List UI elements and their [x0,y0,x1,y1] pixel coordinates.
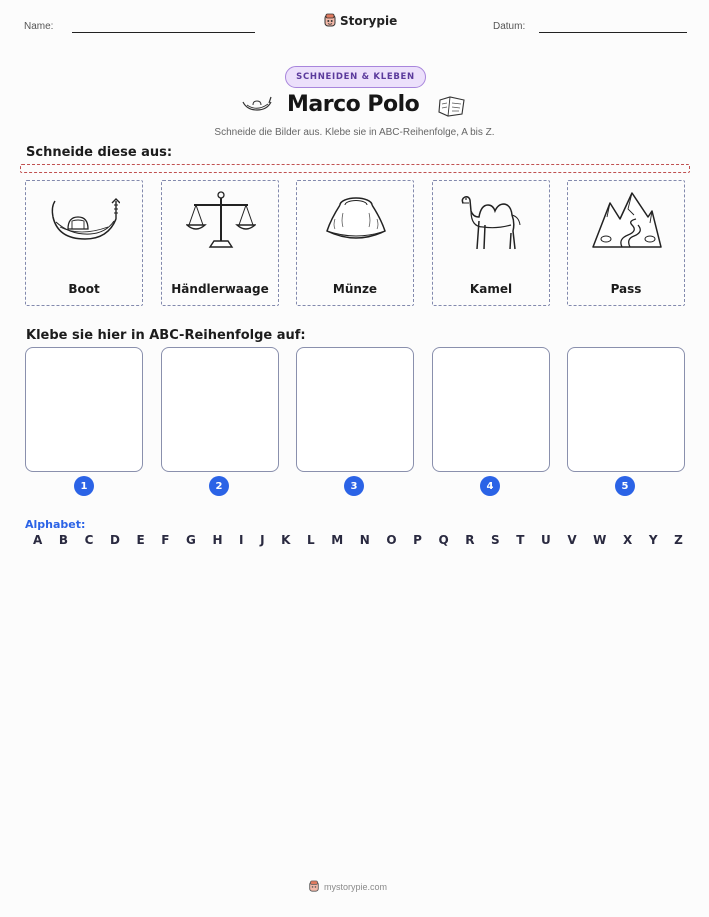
alphabet-letter: P [413,533,422,547]
alphabet-letter: A [33,533,43,547]
slot-number: 5 [615,476,635,496]
paste-slot-2[interactable] [161,347,279,472]
slot-number: 4 [480,476,500,496]
alphabet-letter: L [306,533,315,547]
cut-card[interactable] [567,180,685,306]
paste-section-title: Klebe sie hier in ABC-Reihenfolge auf: [26,328,306,343]
alphabet-letter: N [359,533,370,547]
card-label: Münze [332,282,378,296]
footer [308,880,387,893]
alphabet-letter: T [516,533,525,547]
alphabet-letter: J [260,533,265,547]
gondola-icon [50,189,120,251]
alphabet-letter: C [84,533,94,547]
brand-name: Storypie [340,13,398,28]
map-scroll-icon [436,94,468,118]
paste-slot-3[interactable] [296,347,414,472]
alphabet-letter: F [161,533,170,547]
storypie-mascot-icon [308,880,320,893]
date-label: Datum: [493,21,526,32]
card-label: Händlerwaage [171,282,269,296]
card-label: Kamel [469,282,513,296]
alphabet-letter: Z [674,533,683,547]
alphabet-row [33,533,683,547]
paste-slot-5[interactable] [567,347,685,472]
alphabet-letter: Y [648,533,658,547]
activity-badge: SCHNEIDEN & KLEBEN [285,66,426,88]
date-line[interactable] [539,32,687,33]
mountain-pass-icon [592,189,662,251]
alphabet-letter: B [58,533,69,547]
gondola-icon [241,94,273,116]
alphabet-letter: H [212,533,223,547]
alphabet-letter: E [136,533,145,547]
paste-slot-4[interactable] [432,347,550,472]
alphabet-letter: X [622,533,633,547]
cut-line [20,164,690,173]
alphabet-letter: K [281,533,291,547]
alphabet-letter: V [567,533,577,547]
alphabet-letter: W [593,533,607,547]
card-label: Boot [68,282,100,296]
cut-card[interactable] [432,180,550,306]
alphabet-letter: I [239,533,244,547]
alphabet-letter: O [386,533,397,547]
cut-card[interactable] [25,180,143,306]
storypie-mascot-icon [323,13,337,28]
alphabet-letter: U [541,533,551,547]
alphabet-label: Alphabet: [25,518,86,531]
card-label: Pass [610,282,642,296]
page-title: Marco Polo [287,92,420,117]
alphabet-letter: R [465,533,475,547]
slot-number: 2 [209,476,229,496]
cut-card[interactable] [161,180,279,306]
footer-url: mystorypie.com [324,881,388,892]
cut-card[interactable] [296,180,414,306]
cut-section-title: Schneide diese aus: [26,145,173,160]
coin-icon [321,189,391,251]
slot-number: 1 [74,476,94,496]
instructions: Schneide die Bilder aus. Klebe sie in ABC-Reihenfolge, A bis Z. [214,127,495,138]
storypie-logo [323,13,397,28]
name-label: Name: [24,21,54,32]
camel-icon [457,189,527,251]
alphabet-letter: M [331,533,344,547]
paste-slot-1[interactable] [25,347,143,472]
slot-number: 3 [344,476,364,496]
alphabet-letter: G [186,533,196,547]
name-line[interactable] [72,32,255,33]
scale-icon [186,189,256,251]
alphabet-letter: S [491,533,500,547]
alphabet-letter: D [109,533,120,547]
alphabet-letter: Q [438,533,449,547]
